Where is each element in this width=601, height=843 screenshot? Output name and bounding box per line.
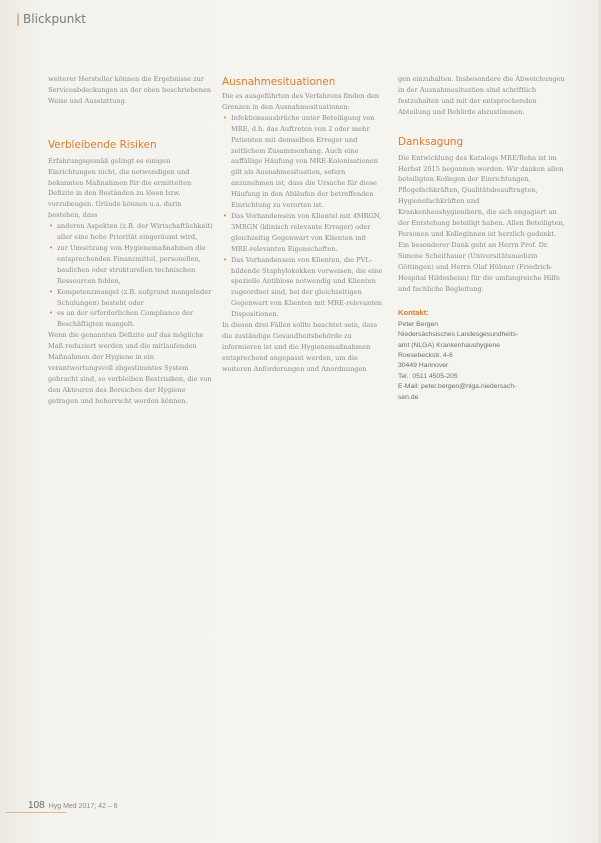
section-header bbox=[16, 12, 86, 26]
list-item: • es an der erforderlichen Compliance der Beschäftigten mangelt. bbox=[48, 308, 214, 330]
contact-label: Kontakt: bbox=[398, 308, 429, 318]
column-3 bbox=[398, 74, 566, 403]
contact-email-line-1: E-Mail: peter.bergen@nlga.niedersach- bbox=[398, 383, 517, 391]
heading-verbleibende-risiken: Verbleibende Risiken bbox=[48, 138, 157, 151]
contact-org-line-2: amt (NLGA) Krankenhaushygiene bbox=[398, 341, 501, 349]
col1-closing: Wenn die genannten Defizite auf das mögliche Maß reduziert werden und die mitlaufenden Maßnahmen der Hygiene in ein verantwortungsvoll abgestimmtes System gebracht sind, so verbleiben Restrisiken, die von den Akteuren des Bereiches der Hygiene getragen und beherrscht werden können. bbox=[48, 331, 212, 405]
col2-closing: In diesen drei Fällen sollte beachtet sein, dass die zuständige Gesundheitsbehörde zu informieren ist und die Hygienemaßnahmen entsprechend angepasst werden, um die weiteren Anforderungen und Anordnungen bbox=[222, 321, 378, 373]
list-item: • anderen Aspekten (z.B. der Wirtschaftlichkeit) aller eine hohe Priorität eingeräumt wird, bbox=[48, 221, 214, 243]
col2-intro: Die es ausgeführten des Verfahrens finden den Grenzen in den Ausnahmesituationen: bbox=[222, 92, 380, 111]
contact-org-line-1: Niedersächsisches Landesgesundheits- bbox=[398, 331, 519, 339]
column-2 bbox=[222, 76, 386, 375]
header-accent-bar: | bbox=[16, 12, 21, 26]
col3-paragraph: Die Entwicklung des Katalogs MRE/Reha ist im Herbst 2015 begonnen worden. Wir danken allen beteiligten Kollegen der Einrichtungen, Pflegefachkräften, Qualitätsbeauftragten, Hygienefachkräften und Krankenhaushygienikern, die sich engagiert an der Entstehung beteiligt haben. Allen Beteiligten, Personen und Kolleginnen ist herzlich gedankt. Ein besonderer Dank geht an Herrn Prof. Dr. Simone Scheithauer (Universitätsmedizin Göttingen) und Herrn Olaf Hübner (Friedrich-Hospital Hildesheim) für die umfangreiche Hilfe und fachliche Begleitung. bbox=[398, 153, 565, 293]
contact-phone: Tel.: 0511 4505-205 bbox=[398, 372, 458, 380]
list-item: • zur Umsetzung von Hygienemaßnahmen die entsprechenden Finanzmittel, personellen, baulichen oder strukturellen technischen Ressourcen fehlen, bbox=[48, 243, 214, 287]
col1-intro: weiterer Hersteller können die Ergebnisse zur Serviceabdeckungen an der oben beschriebenen Weise und Ausstattung. bbox=[48, 75, 212, 105]
col2-bullet-list bbox=[222, 113, 386, 320]
list-item: • Das Vorhandensein von Klientel mit 4MRGN, 3MRGN (klinisch relevante Erreger) oder gleichzeitig Gegenwart von Klienten mit MRE-relevanten Eigenschaften. bbox=[222, 211, 386, 255]
col1-bullet-list bbox=[48, 221, 214, 330]
contact-city: 30449 Hannover bbox=[398, 362, 449, 370]
contact-block bbox=[398, 308, 566, 403]
list-item: • Infektionsausbrüche unter Beteiligung von MRE, d.h. das Auftreten von 2 oder mehr Patienten mit demselben Erreger und zeitlichem Zusammenhang. Auch eine auffällige Häufung von MRE-Kolonisationen gilt als Ausnahmesituation, sofern anzunehmen ist, dass die Ursache für diese Häufung in den Abläufen der betreffenden Einrichtung zu verorten ist. bbox=[222, 113, 386, 211]
col1-paragraph: Erfahrungsgemäß gelingt es einigen Einrichtungen nicht, die notwendigen und bekannten Maßnahmen für die ermittelten Defizite in den Beständen zu lösen bzw. vorzubeugen. Gründe können u.a. darin bestehen, dass bbox=[48, 156, 192, 220]
col3-intro: gen einzuhalten. Insbesondere die Abweichungen in der Ausnahmesituation sind schriftlich festzuhalten und mit der entsprechenden Abteilung und Behörde abzustimmen. bbox=[398, 75, 565, 116]
list-item: • Das Vorhandensein von Klienten, die PVL-bildende Staphylokokken vorweisen, die eine spezielle Antibiose notwendig und Klienten zugeordnet sind, bei der gleichzeitigen Gegenwart von Klienten mit MRE-relevanten Dispositionen. bbox=[222, 255, 386, 320]
heading-ausnahmesituationen: Ausnahmesituationen bbox=[222, 76, 336, 88]
contact-email-line-2: sen.de bbox=[398, 393, 419, 401]
column-1 bbox=[48, 74, 214, 407]
contact-name: Peter Bergen bbox=[398, 320, 439, 328]
section-title: Blickpunkt bbox=[23, 12, 86, 26]
heading-danksagung: Danksagung bbox=[398, 135, 464, 148]
journal-citation: Hyg Med 2017; 42 – 6 bbox=[48, 803, 118, 810]
page-footer bbox=[28, 800, 118, 811]
list-item: • Kompetenzmangel (z.B. aufgrund mangelnder Schulungen) besteht oder bbox=[48, 287, 214, 309]
contact-street: Roesebeckstr. 4-6 bbox=[398, 352, 453, 360]
footer-rule bbox=[6, 812, 66, 813]
page-number: 108 bbox=[28, 800, 45, 811]
